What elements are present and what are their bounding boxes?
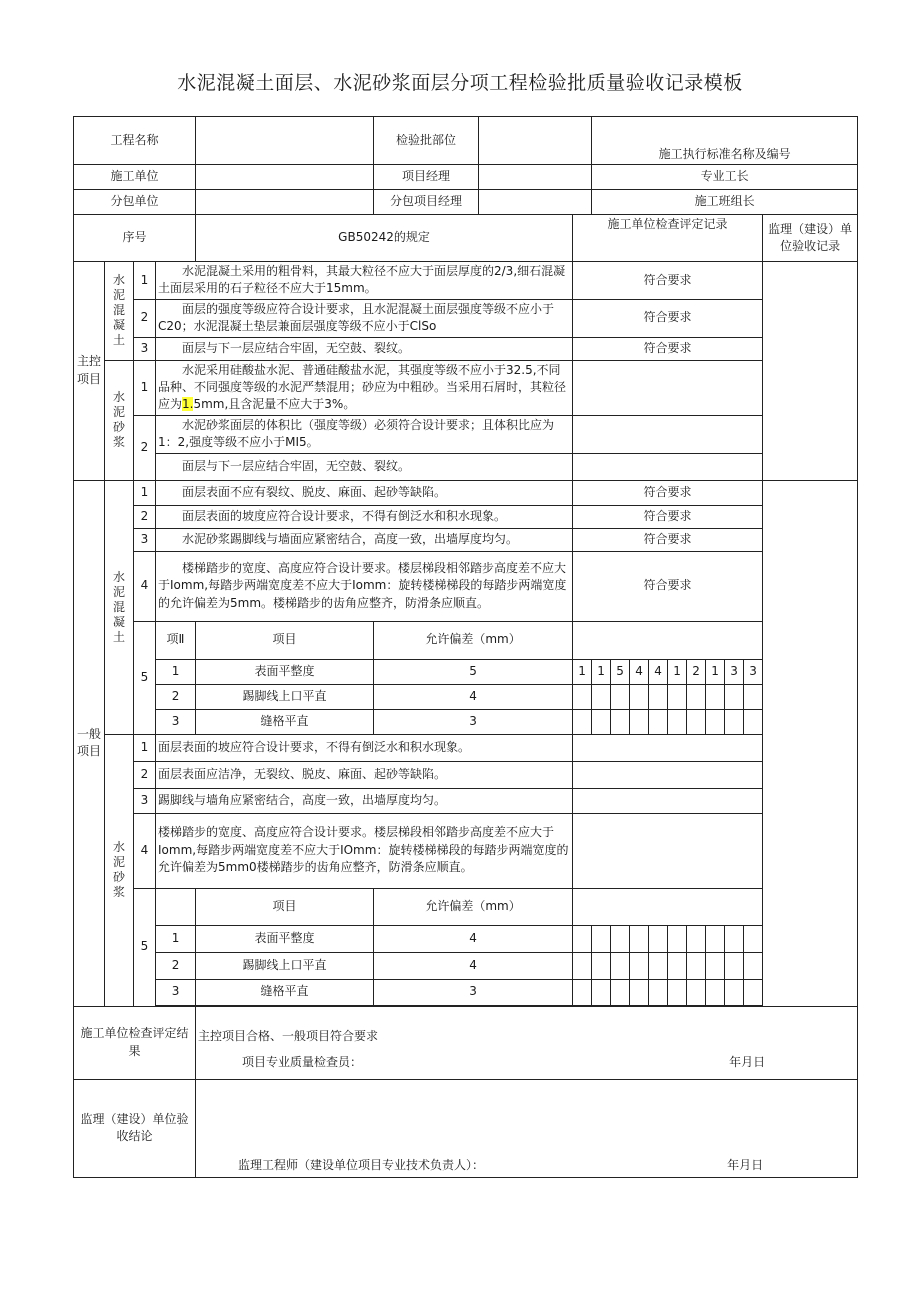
measure-cell[interactable]: 1	[573, 659, 592, 684]
main-c3-text: 面层与下一层应结合牢固，无空鼓、裂纹。	[156, 337, 573, 360]
standard-name-label: 施工执行标准名称及编号	[592, 117, 858, 165]
measure-cell[interactable]	[573, 684, 592, 709]
measure-cell[interactable]	[668, 979, 687, 1005]
main-c1-num: 1	[134, 262, 156, 300]
general-m4-num: 4	[134, 813, 156, 888]
measure-cell[interactable]	[706, 684, 725, 709]
measure-cell[interactable]	[611, 979, 630, 1005]
main-mortar-label: 水 泥 砂 浆	[105, 360, 134, 480]
measure-cell[interactable]	[725, 952, 744, 979]
general-m5-row-name: 缝格平直	[196, 979, 374, 1005]
measure-cell[interactable]	[706, 709, 725, 734]
measure-cell[interactable]	[630, 684, 649, 709]
general-m5-col-no	[156, 888, 196, 925]
general-m2-text: 面层表面应洁净，无裂纹、脱皮、麻面、起砂等缺陷。	[156, 761, 573, 788]
general-supervisor-record[interactable]	[763, 480, 858, 1006]
project-name-value[interactable]	[196, 117, 374, 165]
measure-cell[interactable]: 2	[687, 659, 706, 684]
general-c3-text: 水泥砂浆踢脚线与墙面应紧密结合，高度一致，出墙厚度均匀。	[156, 528, 573, 551]
main-concrete-label: 水 泥 混 凝 土	[105, 262, 134, 361]
supervisor-conclusion-label: 监理（建设）单位验收结论	[74, 1079, 196, 1177]
measure-cell[interactable]: 1	[706, 659, 725, 684]
main-m2-text: 水泥砂浆面层的体积比（强度等级）必须符合设计要求；且体积比应为1：2,强度等级不应小于MI5。	[156, 415, 573, 453]
measure-cell[interactable]	[630, 925, 649, 952]
measure-cell[interactable]	[630, 709, 649, 734]
general-c4-text: 楼梯踏步的宽度、高度应符合设计要求。楼层梯段相邻踏步高度差不应大于Iomm,每踏步两端宽度差不应大于Iomm：旋转楼梯梯段的每踏步两端宽度的允许偏差为5mm。楼梯踏步的齿角应整齐，防滑条应顺直。	[156, 551, 573, 621]
main-m1-text: 水泥采用硅酸盐水泥、普通硅酸盐水泥，其强度等级不应小于32.5,不同品种、不同强度等级的水泥严禁混用；砂应为中粗砂。当采用石屑时，其粒径应为1.5mm,且含泥量不应大于3%。	[156, 360, 573, 415]
measure-cell[interactable]	[744, 709, 763, 734]
foreman-label: 专业工长	[592, 165, 858, 190]
contractor-result-label: 施工单位检查评定结果	[74, 1006, 196, 1079]
inspector-line	[198, 1054, 855, 1071]
measure-cell[interactable]	[687, 979, 706, 1005]
measure-cell[interactable]	[592, 952, 611, 979]
measure-cell[interactable]	[687, 684, 706, 709]
measure-cell[interactable]	[630, 952, 649, 979]
measure-cell[interactable]	[706, 979, 725, 1005]
main-m2-result[interactable]	[573, 415, 763, 453]
general-m3-result[interactable]	[573, 788, 763, 813]
contractor-check-header: 施工单位检查评定记录	[573, 215, 763, 262]
general-m5-row-name: 踢脚线上口平直	[196, 952, 374, 979]
project-manager-value[interactable]	[479, 165, 592, 190]
main-supervisor-record[interactable]	[763, 262, 858, 481]
engineer-label: 监理工程师（建设单位项目专业技术负责人）：	[238, 1158, 485, 1173]
project-manager-label: 项目经理	[374, 165, 479, 190]
subcontractor-label: 分包单位	[74, 190, 196, 215]
measure-cell[interactable]	[668, 709, 687, 734]
measure-cell[interactable]	[649, 979, 668, 1005]
general-m2-num: 2	[134, 761, 156, 788]
general-c5-row-no: 3	[156, 709, 196, 734]
measure-cell[interactable]	[687, 952, 706, 979]
general-m1-text: 面层表面的坡应符合设计要求，不得有倒泛水和积水现象。	[156, 734, 573, 761]
measure-cell[interactable]	[744, 952, 763, 979]
general-concrete-label: 水 泥 混 凝 土	[105, 480, 134, 734]
construction-unit-label: 施工单位	[74, 165, 196, 190]
main-m3-result[interactable]	[573, 453, 763, 480]
sub-manager-value[interactable]	[479, 190, 592, 215]
general-c4-result: 符合要求	[573, 551, 763, 621]
general-c5-row-tol: 4	[374, 684, 573, 709]
general-m5-row-tol: 3	[374, 979, 573, 1005]
measure-cell[interactable]	[611, 952, 630, 979]
general-c1-result: 符合要求	[573, 480, 763, 505]
main-group-label: 主控项目	[74, 262, 105, 481]
main-m2-num: 2	[134, 415, 156, 480]
general-c1-text: 面层表面不应有裂纹、脱皮、麻面、起砂等缺陷。	[156, 480, 573, 505]
general-c5-row-name: 缝格平直	[196, 709, 374, 734]
general-m5-row-tol: 4	[374, 952, 573, 979]
general-m5-row-name: 表面平整度	[196, 925, 374, 952]
measure-cell[interactable]: 4	[649, 659, 668, 684]
measure-cell[interactable]	[592, 684, 611, 709]
main-m1-result[interactable]	[573, 360, 763, 415]
general-m5-num: 5	[134, 888, 156, 1006]
general-m4-result[interactable]	[573, 813, 763, 888]
general-m3-num: 3	[134, 788, 156, 813]
contractor-result-block[interactable]	[196, 1006, 858, 1079]
general-c3-num: 3	[134, 528, 156, 551]
main-c2-result: 符合要求	[573, 299, 763, 337]
general-c5-row-tol: 3	[374, 709, 573, 734]
page-title: 水泥混凝土面层、水泥砂浆面层分项工程检验批质量验收记录模板	[177, 72, 743, 94]
measure-cell[interactable]	[573, 979, 592, 1005]
general-c5-col-tol: 允许偏差（mm）	[374, 621, 573, 659]
general-m5-col-item: 项目	[196, 888, 374, 925]
measure-cell[interactable]	[649, 709, 668, 734]
measure-cell[interactable]: 1	[668, 659, 687, 684]
measure-cell[interactable]	[592, 925, 611, 952]
main-c2-text: 面层的强度等级应符合设计要求，且水泥混凝土面层强度等级不应小于C20；水泥混凝土垫层兼面层强度等级不应小于ClSo	[156, 299, 573, 337]
inspection-part-value[interactable]	[479, 117, 592, 165]
measure-cell[interactable]	[744, 925, 763, 952]
measure-cell[interactable]	[725, 709, 744, 734]
main-m1-num: 1	[134, 360, 156, 415]
subcontractor-value[interactable]	[196, 190, 374, 215]
contractor-result-text: 主控项目合格、一般项目符合要求	[198, 1029, 379, 1044]
general-c5-row-tol: 5	[374, 659, 573, 684]
measure-cell[interactable]	[706, 925, 725, 952]
general-c5-row-name: 表面平整度	[196, 659, 374, 684]
measure-cell[interactable]	[649, 684, 668, 709]
engineer-date: 年月日	[727, 1158, 764, 1173]
general-c5-col-item: 项目	[196, 621, 374, 659]
inspection-record-table	[73, 116, 858, 1178]
general-m1-result[interactable]	[573, 734, 763, 761]
general-c2-text: 面层表面的坡度应符合设计要求，不得有倒泛水和积水现象。	[156, 505, 573, 528]
supervisor-accept-header: 监理（建设）单位验收记录	[763, 215, 858, 262]
main-m3-text: 面层与下一层应结合牢固，无空鼓、裂纹。	[156, 453, 573, 480]
measure-cell[interactable]	[592, 979, 611, 1005]
general-mortar-label: 水 泥 砂 浆	[105, 734, 134, 1006]
measure-cell[interactable]	[592, 709, 611, 734]
general-c5-col-no: 项Ⅱ	[156, 621, 196, 659]
measure-cell[interactable]: 3	[725, 659, 744, 684]
measure-cell[interactable]	[611, 684, 630, 709]
general-c5-num: 5	[134, 621, 156, 734]
measure-cell[interactable]	[725, 684, 744, 709]
main-c3-result: 符合要求	[573, 337, 763, 360]
general-c2-result: 符合要求	[573, 505, 763, 528]
general-group-label: 一般项目	[74, 480, 105, 1006]
measure-cell[interactable]	[706, 952, 725, 979]
measure-cell[interactable]	[687, 925, 706, 952]
engineer-line	[198, 1157, 855, 1174]
measure-cell[interactable]	[744, 684, 763, 709]
measure-cell[interactable]	[668, 684, 687, 709]
measure-cell[interactable]	[744, 979, 763, 1005]
measure-cell[interactable]	[668, 925, 687, 952]
general-c5-row-no: 1	[156, 659, 196, 684]
general-c4-num: 4	[134, 551, 156, 621]
spec-header: GB50242的规定	[196, 215, 573, 262]
measure-cell[interactable]	[611, 925, 630, 952]
main-c3-num: 3	[134, 337, 156, 360]
measure-cell[interactable]	[668, 952, 687, 979]
general-c2-num: 2	[134, 505, 156, 528]
main-c1-text: 水泥混凝土采用的粗骨料，其最大粒径不应大于面层厚度的2/3,细石混凝土面层采用的石子粒径不应大于15mm。	[156, 262, 573, 300]
project-name-label: 工程名称	[74, 117, 196, 165]
general-m3-text: 踢脚线与墙角应紧密结合，高度一致，出墙厚度均匀。	[156, 788, 573, 813]
general-m5-row-no: 3	[156, 979, 196, 1005]
inspector-date: 年月日	[729, 1054, 766, 1069]
general-m2-result[interactable]	[573, 761, 763, 788]
general-m5-col-tol: 允许偏差（mm）	[374, 888, 573, 925]
main-c1-result: 符合要求	[573, 262, 763, 300]
general-m5-row-no: 2	[156, 952, 196, 979]
measure-cell[interactable]: 3	[744, 659, 763, 684]
measure-cell[interactable]	[573, 925, 592, 952]
measure-cell[interactable]: 5	[611, 659, 630, 684]
general-c1-num: 1	[134, 480, 156, 505]
measure-cell[interactable]	[573, 709, 592, 734]
general-c5-measure-header	[573, 621, 763, 659]
general-m5-row-tol: 4	[374, 925, 573, 952]
main-c2-num: 2	[134, 299, 156, 337]
measure-cell[interactable]	[725, 925, 744, 952]
measure-cell[interactable]	[687, 709, 706, 734]
supervisor-conclusion-block[interactable]	[196, 1079, 858, 1177]
inspection-part-label: 检验批部位	[374, 117, 479, 165]
measure-cell[interactable]	[649, 952, 668, 979]
general-c3-result: 符合要求	[573, 528, 763, 551]
measure-cell[interactable]	[725, 979, 744, 1005]
measure-cell[interactable]	[573, 952, 592, 979]
sub-manager-label: 分包项目经理	[374, 190, 479, 215]
measure-cell[interactable]	[611, 709, 630, 734]
general-m5-measure-header	[573, 888, 763, 925]
measure-cell[interactable]: 4	[630, 659, 649, 684]
general-m5-row-no: 1	[156, 925, 196, 952]
general-m1-num: 1	[134, 734, 156, 761]
seq-header: 序号	[74, 215, 196, 262]
measure-cell[interactable]: 1	[592, 659, 611, 684]
measure-cell[interactable]	[630, 979, 649, 1005]
construction-unit-value[interactable]	[196, 165, 374, 190]
general-c5-row-no: 2	[156, 684, 196, 709]
general-m4-text: 楼梯踏步的宽度、高度应符合设计要求。楼层梯段相邻踏步高度差不应大于Iomm,每踏步两端宽度差不应大于IOmm：旋转楼梯梯段的每踏步两端宽度的允许偏差为5mm0楼梯踏步的齿角应整齐，防滑条应顺直。	[156, 813, 573, 888]
general-c5-row-name: 踢脚线上口平直	[196, 684, 374, 709]
inspector-label: 项目专业质量检查员：	[242, 1054, 363, 1069]
measure-cell[interactable]	[649, 925, 668, 952]
team-leader-label: 施工班组长	[592, 190, 858, 215]
